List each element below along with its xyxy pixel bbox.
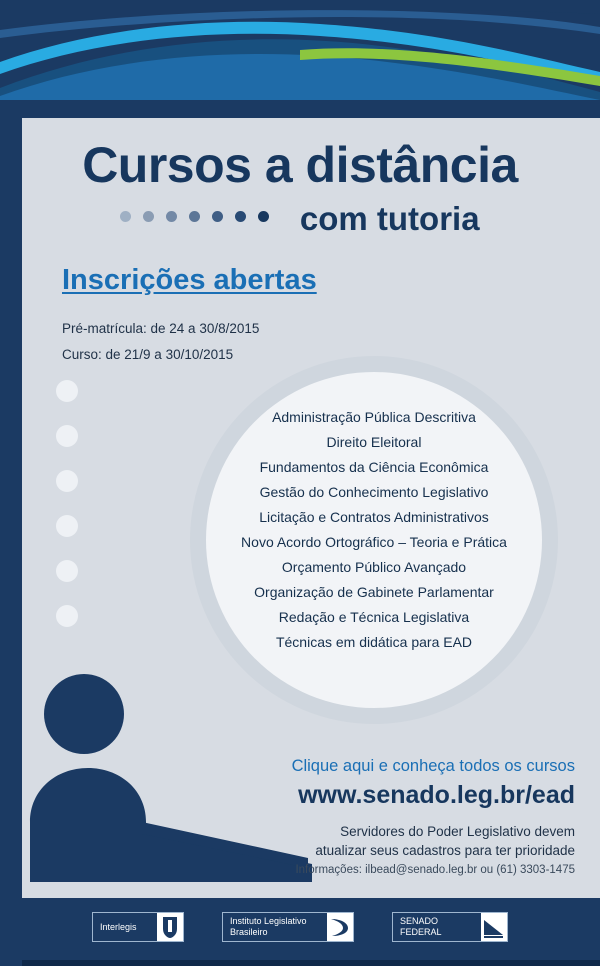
note-line-2: atualizar seus cadastros para ter prioridade bbox=[315, 843, 575, 858]
enrollment-open-link[interactable]: Inscrições abertas bbox=[62, 264, 317, 296]
logo-senado-federal[interactable] bbox=[392, 912, 508, 942]
logo-instituto-legislativo-brasileiro[interactable] bbox=[222, 912, 354, 942]
person-silhouette-icon bbox=[22, 672, 312, 882]
logo-interlegis-label: Interlegis bbox=[100, 921, 137, 932]
page-subtitle: com tutoria bbox=[299, 200, 480, 237]
logo-senado-line2: FEDERAL bbox=[400, 927, 442, 937]
decorative-dots bbox=[120, 208, 281, 226]
cta-url-link[interactable]: www.senado.leg.br/ead bbox=[298, 781, 575, 809]
contact-info: Informações: ilbead@senado.leg.br ou (61) 3303-1475 bbox=[295, 864, 575, 876]
list-item: Orçamento Público Avançado bbox=[281, 559, 467, 575]
list-item: Redação e Técnica Legislativa bbox=[278, 609, 470, 625]
list-item: Gestão do Conhecimento Legislativo bbox=[259, 484, 489, 500]
page-title: Cursos a distância bbox=[82, 137, 518, 193]
course-list bbox=[206, 405, 542, 655]
course-dates: Curso: de 21/9 a 30/10/2015 bbox=[62, 347, 234, 362]
list-item: Licitação e Contratos Administrativos bbox=[259, 509, 489, 525]
side-bullet-dots bbox=[56, 380, 86, 650]
footer-bottom-strip bbox=[0, 960, 600, 966]
senado-mark-icon bbox=[481, 913, 507, 941]
note-line-1: Servidores do Poder Legislativo devem bbox=[340, 824, 575, 839]
logo-ilb-label bbox=[223, 916, 314, 938]
header-wave-graphic bbox=[0, 0, 600, 118]
logo-interlegis[interactable] bbox=[92, 912, 184, 942]
header-banner bbox=[0, 0, 600, 118]
logo-ilb-line2: Brasileiro bbox=[230, 927, 268, 937]
footer-bar bbox=[0, 898, 600, 966]
list-item: Organização de Gabinete Parlamentar bbox=[254, 584, 494, 600]
logo-ilb-line1: Instituto Legislativo bbox=[230, 916, 307, 926]
list-item: Fundamentos da Ciência Econômica bbox=[259, 459, 489, 475]
ilb-mark-icon bbox=[327, 913, 353, 941]
logo-senado-line1: SENADO bbox=[400, 916, 439, 926]
cta-text: Clique aqui e conheça todos os cursos bbox=[291, 757, 575, 775]
list-item: Novo Acordo Ortográfico – Teoria e Prática bbox=[241, 534, 507, 550]
interlegis-mark-icon bbox=[157, 913, 183, 941]
list-item: Técnicas em didática para EAD bbox=[275, 634, 473, 650]
prematricula-dates: Pré-matrícula: de 24 a 30/8/2015 bbox=[62, 321, 260, 336]
list-item: Direito Eleitoral bbox=[326, 434, 422, 450]
list-item: Administração Pública Descritiva bbox=[272, 409, 476, 425]
logo-senado-label bbox=[393, 916, 449, 938]
left-navy-band bbox=[0, 108, 22, 966]
subtitle-row bbox=[0, 200, 600, 238]
